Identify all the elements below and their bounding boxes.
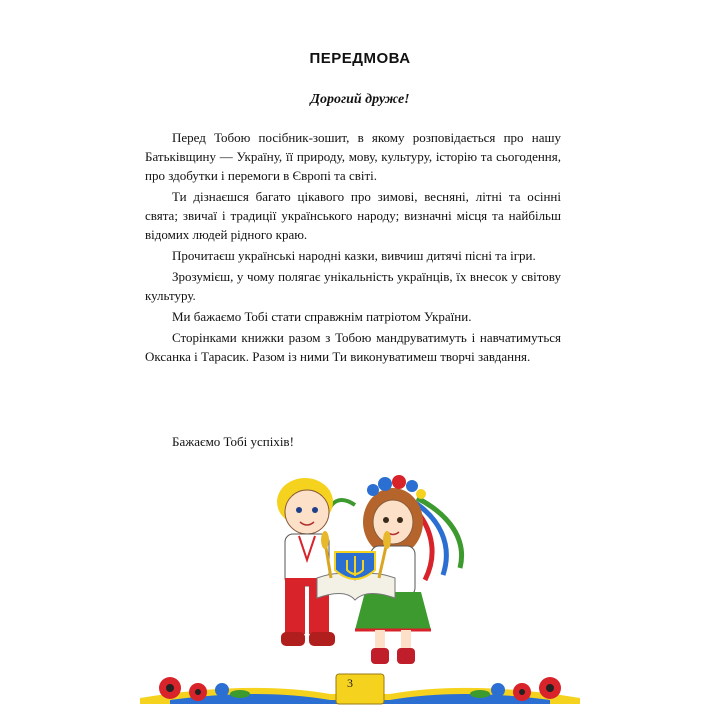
paragraph: Сторінками книжки разом з Тобою мандруватимуть і навчатимуться Оксанка і Тарасик. Разом із ними Ти виконуватимеш творчі завдання. — [145, 330, 561, 364]
paragraph: Прочитаєш українські народні казки, вивчиш дитячі пісні та ігри. — [172, 248, 536, 263]
paragraph: Перед Тобою посібник-зошит, в якому розповідається про нашу Батьківщину — Україну, її природу, мову, культуру, історію та сьогодення, про здобутки і перемоги в Європі та світі. — [145, 130, 561, 183]
page-title: ПЕРЕДМОВА — [309, 50, 411, 67]
preface-body — [145, 128, 561, 368]
paragraph: Ми бажаємо Тобі стати справжнім патріотом України. — [172, 309, 472, 324]
children-illustration — [255, 460, 485, 675]
paragraph: Зрозумієш, у чому полягає унікальність українців, їх внесок у світову культуру. — [145, 269, 561, 303]
page-number: 3 — [347, 676, 353, 690]
closing-line: Бажаємо Тобі успіхів! — [172, 434, 294, 449]
greeting: Дорогий друже! — [310, 92, 410, 107]
paragraph: Ти дізнаєшся багато цікавого про зимові, весняні, літні та осінні свята; звичаї і традиції українського народу; визначні місця та найбільш відомих людей рідного краю. — [145, 189, 561, 242]
